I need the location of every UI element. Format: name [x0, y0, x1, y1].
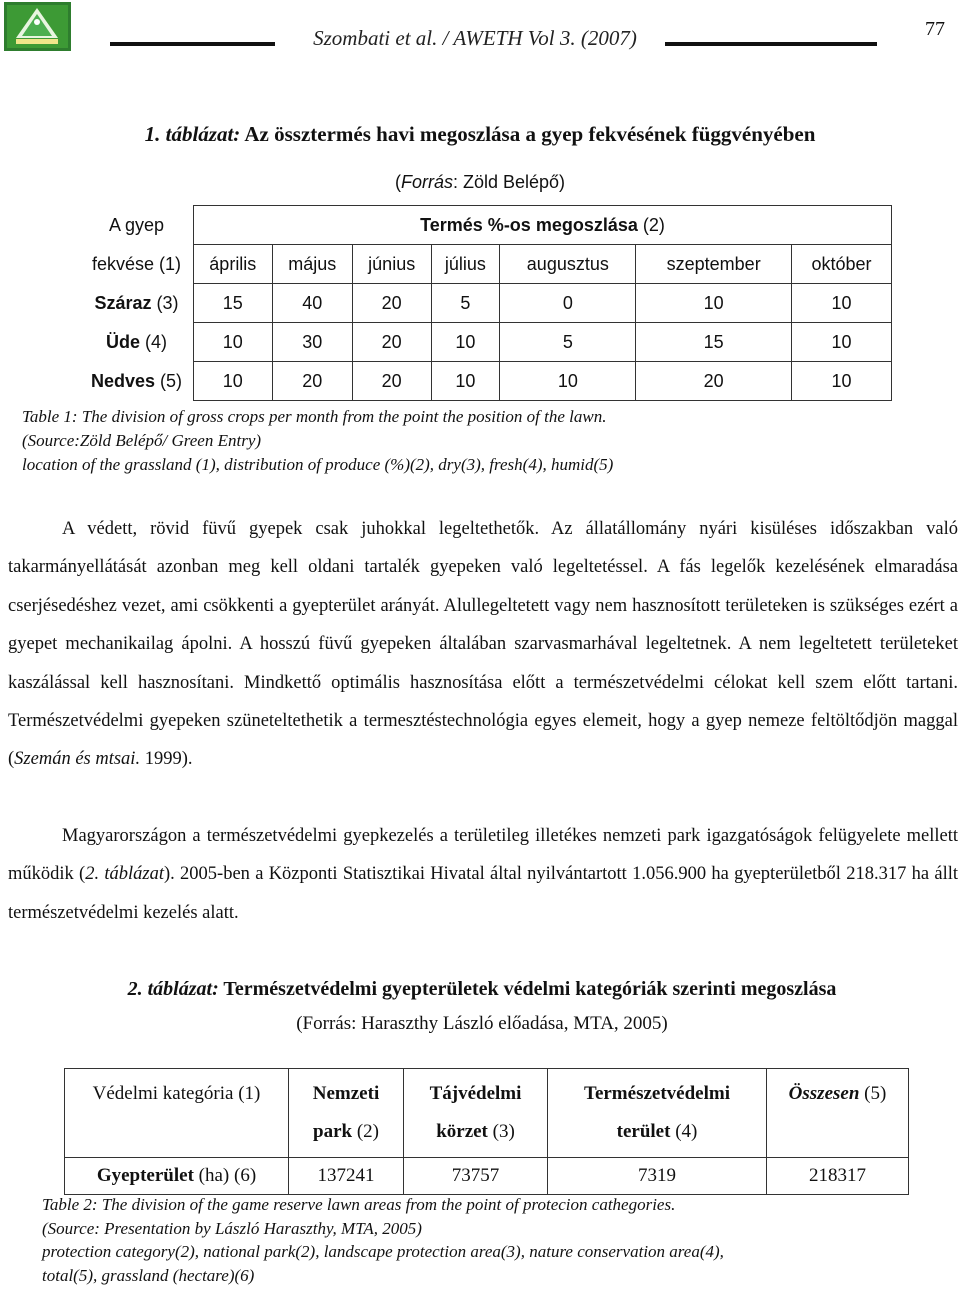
month-header: augusztus — [500, 245, 636, 284]
table-cell: 20 — [352, 284, 431, 323]
caption-line: Table 1: The division of gross crops per month from the point the position of the lawn. — [22, 407, 607, 426]
table-cell: 10 — [194, 323, 273, 362]
row-label-bold: Gyepterület — [96, 1165, 194, 1186]
month-header: április — [194, 245, 273, 284]
table-cell: 10 — [791, 284, 891, 323]
header-rule-right — [665, 42, 877, 46]
table1-group-header-num: (2) — [637, 214, 665, 235]
table2-caption — [42, 1193, 952, 1287]
column-header-line1: Nemzeti — [312, 1083, 380, 1104]
row-label-num: (5) — [155, 370, 183, 391]
header-rule-left — [110, 42, 275, 46]
table-cell: 30 — [272, 323, 352, 362]
body-paragraph-2 — [8, 817, 958, 932]
row-label-bold: Üde — [105, 331, 140, 352]
column-header-num: (2) — [352, 1121, 379, 1142]
table-row — [80, 284, 892, 323]
caption-line: location of the grassland (1), distribution of produce (%)(2), dry(3), fresh(4), humid(5) — [22, 455, 614, 474]
table1-group-header-bold: Termés %-os megoszlása — [420, 214, 638, 235]
column-header-num: (3) — [487, 1121, 515, 1142]
row-label-bold: Nedves — [90, 370, 156, 391]
table1-row-header-label-1: A gyep — [108, 214, 165, 235]
table-cell: 5 — [500, 323, 636, 362]
table1-header-row-2 — [80, 245, 892, 284]
table1-caption — [22, 405, 942, 477]
table1-title — [0, 122, 960, 147]
table1-source-open: ( — [394, 172, 401, 192]
column-header-num: (5) — [859, 1083, 887, 1104]
caption-line: (Source:Zöld Belépő/ Green Entry) — [22, 431, 262, 450]
table2 — [64, 1068, 909, 1195]
month-header: május — [272, 245, 352, 284]
month-header: június — [352, 245, 431, 284]
month-header: szeptember — [636, 245, 792, 284]
row-label-num: (4) — [140, 331, 167, 352]
table-cell: 10 — [431, 362, 500, 401]
column-header — [548, 1069, 767, 1158]
table1-title-text: Az össztermés havi megoszlása a gyep fekvésének függvényében — [240, 122, 816, 146]
row-label — [65, 1158, 289, 1195]
table-cell: 40 — [272, 284, 352, 323]
caption-line: protection category(2), national park(2), landscape protection area(3), nature conservation area(4), — [42, 1242, 724, 1261]
table-cell: 73757 — [404, 1158, 548, 1195]
table-cell: 20 — [272, 362, 352, 401]
caption-line: Table 2: The division of the game reserve lawn areas from the point of protecion cathegories. — [42, 1195, 676, 1214]
row-label-rest: (ha) (6) — [193, 1165, 257, 1186]
paragraph-text-end: 1999). — [140, 749, 193, 770]
column-header: Védelmi kategória (1) — [65, 1069, 289, 1158]
table2-title — [0, 978, 960, 1001]
table2-title-number: 2. táblázat: — [127, 978, 219, 1000]
table-cell: 10 — [636, 284, 792, 323]
column-header-line2: körzet — [436, 1121, 488, 1142]
table1-row-header-label-2: fekvése (1) — [91, 253, 182, 274]
table-cell: 15 — [636, 323, 792, 362]
table-reference: 2. táblázat — [85, 864, 164, 885]
table-cell: 10 — [500, 362, 636, 401]
running-title: Szombati et al. / AWETH Vol 3. (2007) — [313, 26, 637, 50]
table1-header-row-1 — [80, 206, 892, 245]
table2-header-row — [65, 1069, 909, 1158]
table-cell: 20 — [352, 323, 431, 362]
body-paragraph-1 — [8, 510, 958, 779]
table-row — [80, 362, 892, 401]
citation: Szemán és mtsai. — [14, 749, 141, 770]
caption-line: total(5), grassland (hectare)(6) — [42, 1265, 255, 1285]
paragraph-text: Magyarországon a természetvédelmi gyepkezelés a területileg illetékes nemzeti park igazgatóságok felügyelete mellett működik ( — [8, 826, 958, 885]
table-cell: 10 — [194, 362, 273, 401]
column-header-total: Összesen — [788, 1083, 860, 1104]
table-cell: 218317 — [767, 1158, 909, 1195]
table2-source: (Forrás: Haraszthy László előadása, MTA, 2005) — [296, 1013, 668, 1034]
table1-source-label: Forrás — [400, 172, 453, 192]
table-cell: 10 — [791, 362, 891, 401]
month-header: október — [791, 245, 891, 284]
paragraph-text-end: ). 2005-ben a Központi Statisztikai Hivatal által nyilvántartott 1.056.900 ha gyepterületből 218.317 ha állt természetvédelmi kezelés alatt. — [8, 864, 958, 923]
table-cell: 5 — [431, 284, 500, 323]
table1-source — [0, 172, 960, 193]
column-header — [767, 1069, 909, 1158]
table-row — [80, 323, 892, 362]
row-label-num: (3) — [151, 292, 179, 313]
table1 — [80, 205, 892, 401]
column-header-num: (4) — [670, 1121, 698, 1142]
caption-line: (Source: Presentation by László Haraszthy, MTA, 2005) — [42, 1218, 422, 1238]
paragraph-text: A védett, rövid füvű gyepek csak juhokkal legeltethetők. Az állatállomány nyári kisüléses időszakban való takarmányellátását azonban meg kell oldani tartalék gyepeken való legeltetéssel. A fás legelők kezelésének elmaradása cserjésedéshez vezet, ami csökkenti a gyepterület arányát. Alullegeltetett vagy nem hasznosított területeken is szükséges ezért a gyepet mechanikailag ápolni. A hosszú füvű gyepeken általában szarvasmarhával legeltetnek. A nem legeltetett területeket kaszálással kell hasznosítani. Mindkettő optimális hasznosítása előtt a természetvédelmi célokat kell szem előtt tartani. Természetvédelmi gyepeken szüneteltethetik a termesztéstechnológia egyes elemeit, hogy a gyep nemeze feltöltődjön maggal ( — [8, 519, 958, 770]
page-number: 77 — [925, 18, 945, 40]
column-header-line2: terület — [616, 1121, 671, 1142]
table-cell: 7319 — [548, 1158, 767, 1195]
table2-title-text: Természetvédelmi gyepterületek védelmi kategóriák szerinti megoszlása — [218, 978, 837, 1000]
table1-title-number: 1. táblázat: — [144, 122, 241, 146]
table-cell: 20 — [636, 362, 792, 401]
row-label-bold: Száraz — [94, 292, 152, 313]
column-header — [289, 1069, 404, 1158]
table-cell: 20 — [352, 362, 431, 401]
table-row — [65, 1158, 909, 1195]
table-cell: 137241 — [289, 1158, 404, 1195]
column-header-line2: park — [313, 1121, 353, 1142]
table-cell: 10 — [791, 323, 891, 362]
column-header-line1: Tájvédelmi — [429, 1083, 522, 1104]
month-header: július — [431, 245, 500, 284]
journal-logo-icon — [4, 2, 71, 51]
table-cell: 10 — [431, 323, 500, 362]
table1-source-rest: : Zöld Belépő) — [452, 172, 566, 192]
row-label — [80, 362, 194, 401]
column-header-line1: Természetvédelmi — [584, 1083, 730, 1104]
table-cell: 0 — [500, 284, 636, 323]
row-label — [80, 323, 194, 362]
column-header — [404, 1069, 548, 1158]
table1-group-header — [194, 206, 892, 245]
table-cell: 15 — [194, 284, 273, 323]
row-label — [80, 284, 194, 323]
